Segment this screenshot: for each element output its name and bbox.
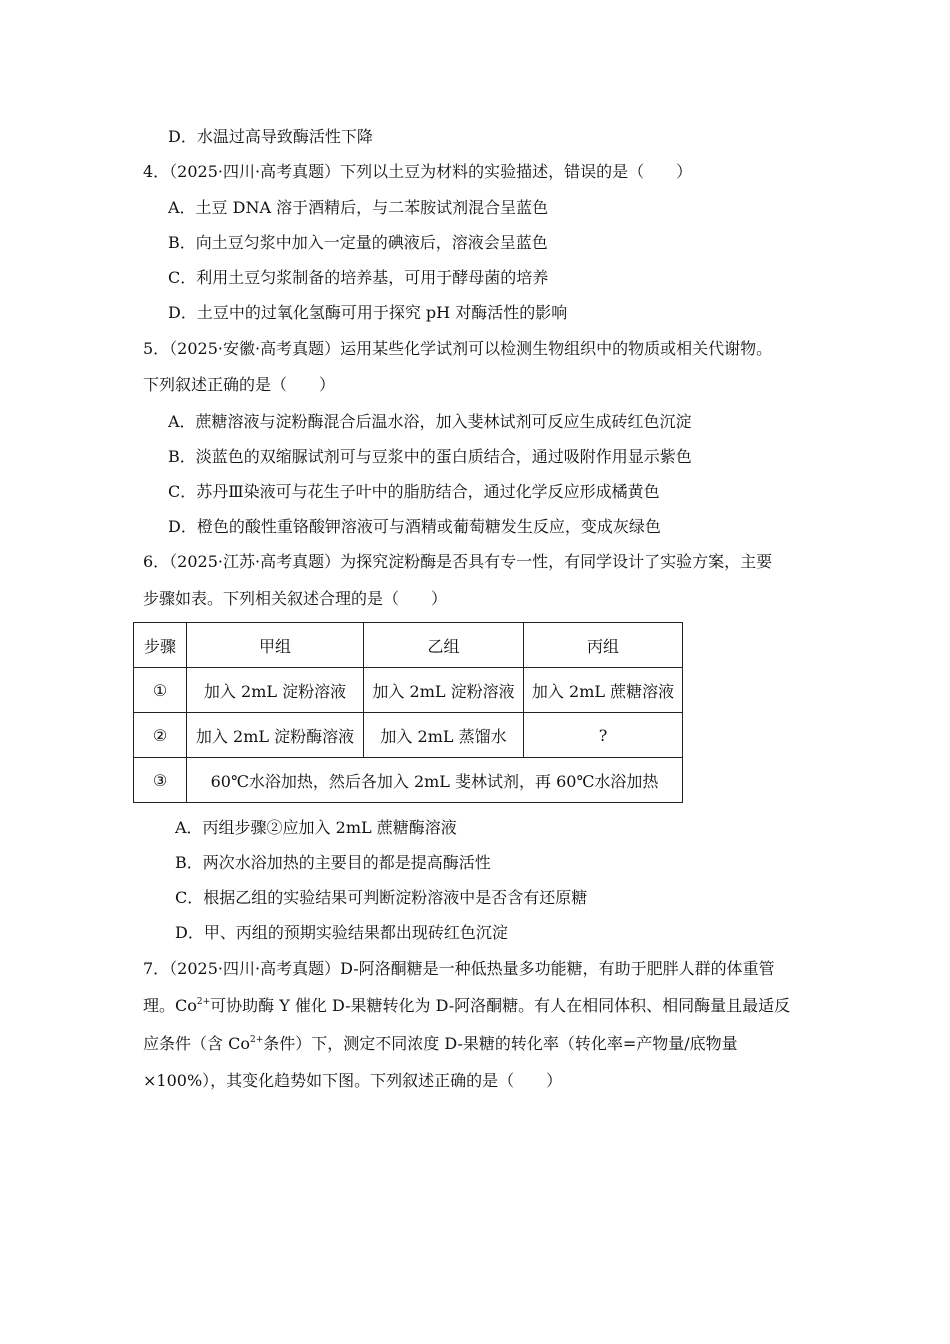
table-cell: ? <box>524 713 683 758</box>
q7-stem-line4: ×100%），其变化趋势如下图。下列叙述正确的是（ ） <box>143 1071 563 1090</box>
table-row <box>134 668 683 713</box>
q5-option-b: B．淡蓝色的双缩脲试剂可与豆浆中的蛋白质结合，通过吸附作用显示紫色 <box>168 447 692 466</box>
header-step: 步骤 <box>134 623 187 668</box>
table-cell: 加入 2mL 淀粉酶溶液 <box>187 713 364 758</box>
q7-line3-part-a: 应条件（含 Co <box>143 1034 250 1053</box>
table-header-row <box>134 623 683 668</box>
step-number: ③ <box>134 758 187 803</box>
q7-stem-line3 <box>143 1033 738 1055</box>
header-group-jia: 甲组 <box>187 623 364 668</box>
table-cell: 加入 2mL 蔗糖溶液 <box>524 668 683 713</box>
q5-option-a: A．蔗糖溶液与淀粉酶混合后温水浴，加入斐林试剂可反应生成砖红色沉淀 <box>168 412 692 431</box>
q6-stem-line1: 6．（2025·江苏·高考真题）为探究淀粉酶是否具有专一性，有同学设计了实验方案，主要 <box>143 552 773 571</box>
q7-line2-part-b: 可协助酶 Y 催化 D-果糖转化为 D-阿洛酮糖。有人在相同体积、相同酶量且最适反 <box>210 996 791 1015</box>
q6-option-c: C．根据乙组的实验结果可判断淀粉溶液中是否含有还原糖 <box>175 888 588 907</box>
table-cell: 加入 2mL 淀粉溶液 <box>187 668 364 713</box>
q7-line3-part-b: 条件）下，测定不同浓度 D-果糖的转化率（转化率=产物量/底物量 <box>263 1034 738 1053</box>
step-number: ② <box>134 713 187 758</box>
step-number: ① <box>134 668 187 713</box>
q4-option-a: A．土豆 DNA 溶于酒精后，与二苯胺试剂混合呈蓝色 <box>168 198 549 217</box>
table-cell-merged: 60℃水浴加热，然后各加入 2mL 斐林试剂，再 60℃水浴加热 <box>187 758 683 803</box>
header-group-bing: 丙组 <box>524 623 683 668</box>
table-row <box>134 758 683 803</box>
q6-stem-line2: 步骤如表。下列相关叙述合理的是（ ） <box>143 589 448 608</box>
q7-line3-superscript: 2+ <box>249 1035 264 1045</box>
q3-option-d: D．水温过高导致酶活性下降 <box>168 127 373 146</box>
q5-option-c: C．苏丹Ⅲ染液可与花生子叶中的脂肪结合，通过化学反应形成橘黄色 <box>168 482 660 501</box>
q7-line2-part-a: 理。Co <box>143 996 197 1015</box>
q4-option-b: B．向土豆匀浆中加入一定量的碘液后，溶液会呈蓝色 <box>168 233 548 252</box>
header-group-yi: 乙组 <box>364 623 524 668</box>
table-cell: 加入 2mL 淀粉溶液 <box>364 668 524 713</box>
q7-stem-line2 <box>143 995 790 1017</box>
table-cell: 加入 2mL 蒸馏水 <box>364 713 524 758</box>
q6-option-d: D．甲、丙组的预期实验结果都出现砖红色沉淀 <box>175 923 508 942</box>
q6-option-b: B．两次水浴加热的主要目的都是提高酶活性 <box>175 853 491 872</box>
q6-option-a: A．丙组步骤②应加入 2mL 蔗糖酶溶液 <box>175 818 457 837</box>
q4-option-c: C．利用土豆匀浆制备的培养基，可用于酵母菌的培养 <box>168 268 549 287</box>
q5-stem-line2: 下列叙述正确的是（ ） <box>143 375 336 394</box>
q7-line2-superscript: 2+ <box>196 997 211 1007</box>
q4-option-d: D．土豆中的过氧化氢酶可用于探究 pH 对酶活性的影响 <box>168 303 568 322</box>
q7-stem-line1: 7．（2025·四川·高考真题）D-阿洛酮糖是一种低热量多功能糖，有助于肥胖人群的体重管 <box>143 959 775 978</box>
q5-stem-line1: 5．（2025·安徽·高考真题）运用某些化学试剂可以检测生物组织中的物质或相关代谢物。 <box>143 339 773 358</box>
experiment-steps-table <box>133 622 683 803</box>
q5-option-d: D．橙色的酸性重铬酸钾溶液可与酒精或葡萄糖发生反应，变成灰绿色 <box>168 517 661 536</box>
table-row <box>134 713 683 758</box>
q4-stem: 4．（2025·四川·高考真题）下列以土豆为材料的实验描述，错误的是（ ） <box>143 162 693 181</box>
